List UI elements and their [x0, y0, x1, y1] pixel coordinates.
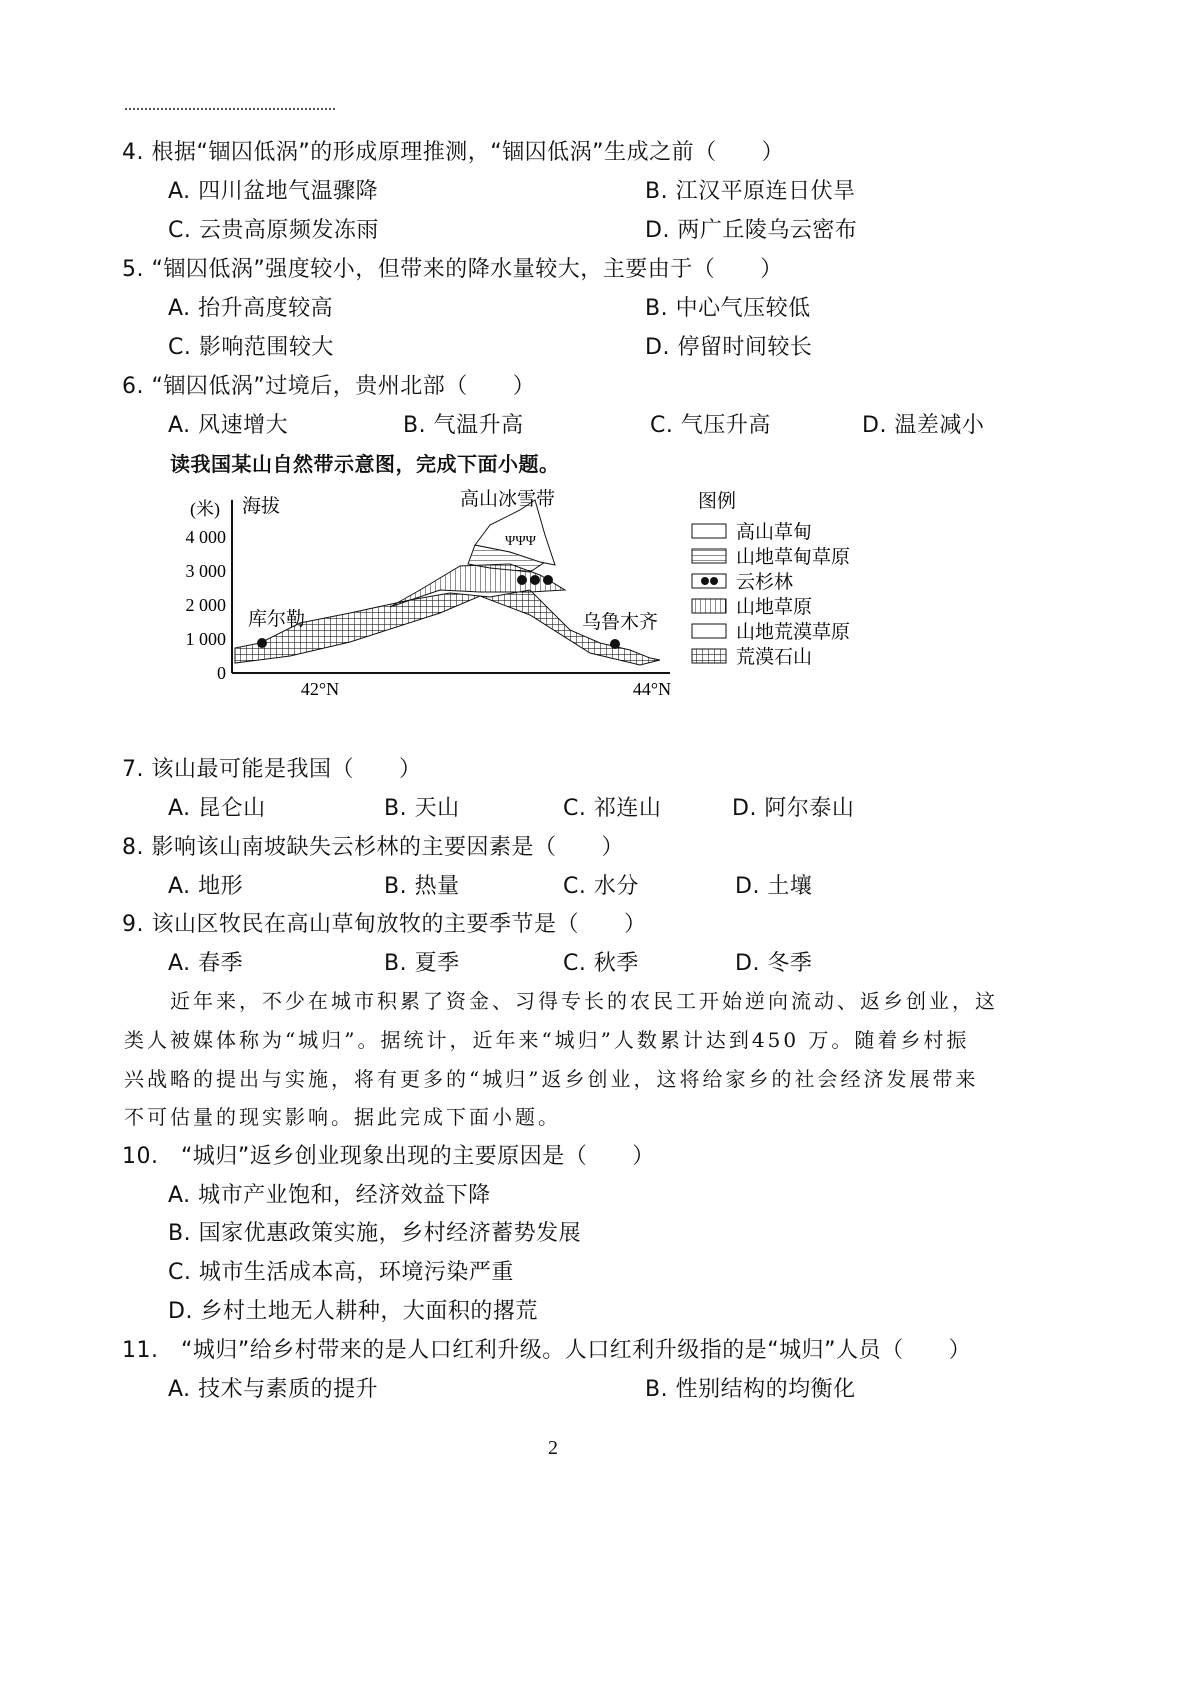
- question-6: 6. “锢囚低涡”过境后，贵州北部（ ）: [122, 374, 536, 399]
- q10-option-b: B. 国家优惠政策实施，乡村经济蓄势发展: [168, 1221, 582, 1246]
- legend-item: 山地草甸草原: [736, 547, 851, 568]
- q6-option-c: C. 气压升高: [650, 413, 771, 438]
- question-8: 8. 影响该山南坡缺失云杉林的主要因素是（ ）: [122, 835, 624, 860]
- y-label: 海拔: [242, 496, 281, 517]
- legend-title: 图例: [698, 491, 737, 512]
- y-tick: 2 000: [185, 595, 226, 615]
- q5-option-c: C. 影响范围较大: [168, 335, 334, 360]
- q6-option-d: D. 温差减小: [862, 413, 985, 438]
- legend: [692, 490, 850, 668]
- korla-dot: [257, 638, 267, 648]
- cropped-header-line: [125, 108, 335, 114]
- q11-option-b: B. 性别结构的均衡化: [645, 1377, 856, 1402]
- q7-option-a: A. 昆仑山: [168, 796, 266, 821]
- question-7: 7. 该山最可能是我国（ ）: [122, 757, 422, 782]
- q8-option-b: B. 热量: [384, 874, 460, 899]
- spruce-symbol: [543, 575, 553, 585]
- q9-option-b: B. 夏季: [384, 951, 460, 976]
- q4-option-c: C. 云贵高原频发冻雨: [168, 218, 379, 243]
- passage-line: 兴战略的提出与实施，将有更多的“城归”返乡创业，这将给家乡的社会经济发展带来: [124, 1067, 979, 1091]
- q10-option-c: C. 城市生活成本高，环境污染严重: [168, 1260, 514, 1285]
- spruce-symbol: [517, 575, 527, 585]
- q11-option-a: A. 技术与素质的提升: [168, 1377, 379, 1402]
- x-tick: 44°N: [632, 679, 672, 699]
- question-4: 4. 根据“锢囚低涡”的形成原理推测，“锢囚低涡”生成之前（ ）: [122, 140, 785, 165]
- question-11: 11. “城归”给乡村带来的是人口红利升级。人口红利升级指的是“城归”人员（ ）: [122, 1338, 972, 1363]
- question-5: 5. “锢囚低涡”强度较小，但带来的降水量较大，主要由于（ ）: [122, 257, 783, 282]
- q6-option-b: B. 气温升高: [403, 413, 524, 438]
- urumqi-label: 乌鲁木齐: [582, 612, 659, 633]
- question-10: 10. “城归”返乡创业现象出现的主要原因是（ ）: [122, 1144, 655, 1169]
- spruce-symbol: [530, 575, 540, 585]
- y-unit: (米): [190, 499, 220, 519]
- passage-line: 不可估量的现实影响。据此完成下面小题。: [124, 1105, 561, 1129]
- figure-intro: 读我国某山自然带示意图，完成下面小题。: [170, 452, 560, 476]
- q7-option-b: B. 天山: [384, 796, 460, 821]
- meadow-symbols: ΨΨΨ: [505, 534, 536, 549]
- y-tick: 4 000: [185, 527, 226, 547]
- q5-option-d: D. 停留时间较长: [645, 335, 813, 360]
- y-tick: 3 000: [185, 561, 226, 581]
- y-tick: 1 000: [185, 629, 226, 649]
- q4-option-a: A. 四川盆地气温骤降: [168, 179, 379, 204]
- legend-item: 山地草原: [736, 597, 813, 618]
- q4-option-d: D. 两广丘陵乌云密布: [645, 218, 858, 243]
- q5-option-a: A. 抬升高度较高: [168, 296, 334, 321]
- q9-option-a: A. 春季: [168, 951, 244, 976]
- passage-line: 类人被媒体称为“城归”。据统计，近年来“城归”人数累计达到450 万。随着乡村振: [124, 1028, 970, 1052]
- question-9: 9. 该山区牧民在高山草甸放牧的主要季节是（ ）: [122, 912, 647, 937]
- passage-line: 近年来，不少在城市积累了资金、习得专长的农民工开始逆向流动、返乡创业，这: [170, 989, 998, 1013]
- legend-item: 荒漠石山: [736, 647, 813, 668]
- q10-option-a: A. 城市产业饱和，经济效益下降: [168, 1183, 491, 1208]
- q9-option-c: C. 秋季: [563, 951, 639, 976]
- korla-label: 库尔勒: [248, 609, 306, 630]
- q9-option-d: D. 冬季: [735, 951, 813, 976]
- peak-label: 高山冰雪带: [460, 489, 556, 510]
- q8-option-a: A. 地形: [168, 874, 244, 899]
- page-number: 2: [548, 1437, 559, 1459]
- q5-option-b: B. 中心气压较低: [645, 296, 811, 321]
- q10-option-d: D. 乡村土地无人耕种，大面积的撂荒: [168, 1299, 538, 1324]
- q7-option-c: C. 祁连山: [563, 796, 662, 821]
- q7-option-d: D. 阿尔泰山: [732, 796, 855, 821]
- q6-option-a: A. 风速增大: [168, 413, 289, 438]
- x-tick: 42°N: [300, 679, 340, 699]
- q8-option-d: D. 土壤: [735, 874, 813, 899]
- q4-option-b: B. 江汉平原连日伏旱: [645, 179, 856, 204]
- legend-item: 高山草甸: [736, 522, 813, 543]
- legend-item: 云杉林: [736, 572, 794, 593]
- q8-option-c: C. 水分: [563, 874, 639, 899]
- y-tick: 0: [217, 663, 226, 683]
- urumqi-dot: [610, 639, 620, 649]
- legend-item: 山地荒漠草原: [736, 622, 851, 643]
- mountain-zone-diagram: [150, 480, 910, 710]
